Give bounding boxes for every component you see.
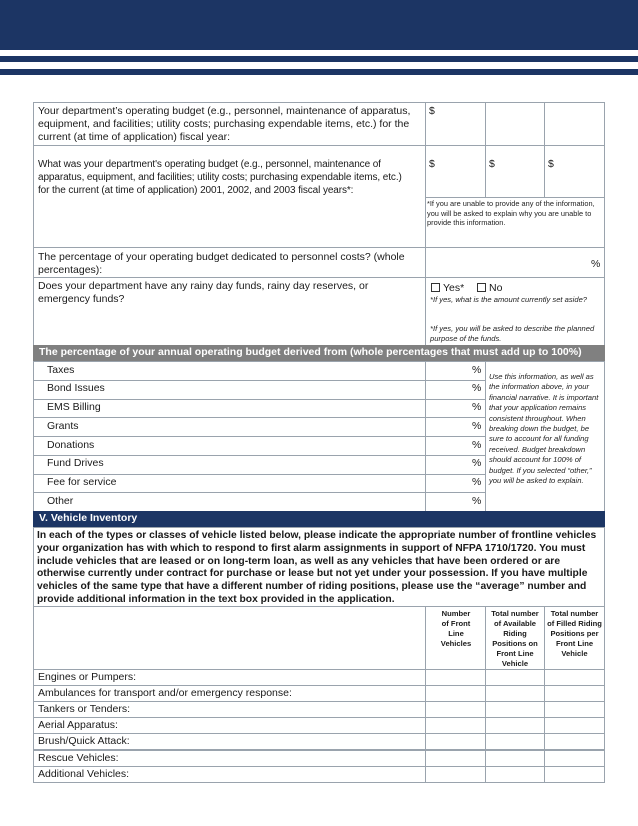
available-positions-field[interactable] bbox=[485, 669, 545, 686]
vehicle-type-label: Engines or Pumpers: bbox=[38, 671, 137, 683]
percentage-field[interactable] bbox=[425, 247, 605, 278]
currency-label: $ bbox=[489, 158, 495, 170]
budget-sources-header: The percentage of your annual operating budget derived from (whole percentages that must add up to 100%) bbox=[33, 345, 605, 362]
vehicle-type-label: Brush/Quick Attack: bbox=[38, 735, 130, 748]
filled-positions-field[interactable] bbox=[544, 750, 605, 767]
front-line-count-field[interactable] bbox=[425, 733, 486, 750]
vehicle-type-label: Rescue Vehicles: bbox=[38, 751, 119, 764]
front-line-count-field[interactable] bbox=[425, 766, 486, 783]
amount-field-2003[interactable] bbox=[544, 145, 605, 198]
vehicle-type-label: Aerial Apparatus: bbox=[38, 719, 118, 732]
operating-budget-question: Your department’s operating budget (e.g., personnel, maintenance of apparatus, equipment, and facilities; utility costs; purchasing expendable items, etc.) for the current (at time of application) fiscal year: bbox=[38, 105, 411, 143]
percent-sign: % bbox=[472, 494, 482, 507]
vehicle-type-label: Ambulances for transport and/or emergency response: bbox=[38, 687, 292, 700]
financial-narrative-note: Use this information, as well as the information above, in your financial narrative. It is important that your application remains consistent throughout. When breaking down the budget, be sure to account for all funding received. Budget breakdown should account for 100% of budget. If you selected “other,” you will be asked to explain. bbox=[489, 372, 599, 486]
percent-sign: % bbox=[472, 363, 482, 376]
filled-positions-field[interactable] bbox=[544, 733, 605, 750]
no-checkbox[interactable] bbox=[477, 283, 486, 292]
reserve-amount-note: *If yes, what is the amount currently set aside? bbox=[430, 295, 588, 304]
funding-source-row bbox=[33, 417, 426, 437]
available-positions-field[interactable] bbox=[485, 685, 545, 702]
header-stripe bbox=[0, 69, 638, 75]
filled-positions-field[interactable] bbox=[544, 685, 605, 702]
vehicle-type-label: Additional Vehicles: bbox=[38, 767, 130, 780]
yes-checkbox[interactable] bbox=[431, 283, 440, 292]
available-positions-field[interactable] bbox=[485, 717, 545, 734]
funding-source-row bbox=[33, 361, 426, 381]
funding-source-label: Fee for service bbox=[47, 476, 117, 488]
front-line-vehicles-header: Number of Front Line Vehicles bbox=[440, 609, 472, 648]
header-band bbox=[0, 0, 638, 50]
amount-field[interactable] bbox=[485, 102, 545, 146]
rainy-day-funds-question: Does your department have any rainy day funds, rainy day reserves, or emergency funds? bbox=[38, 280, 369, 305]
percent-sign: % bbox=[472, 401, 482, 413]
yes-option[interactable] bbox=[431, 282, 464, 295]
vehicle-instructions: In each of the types or classes of vehicle listed below, please indicate the appropriate number of frontline vehicles your organization has with which to respond to first alarm assignments in support of NFPA 1710/1720. You must include vehicles that are leased or on long-term loan, as well as any vehicles that have been ordered or are otherwise currently under contract for purchase or lease but not yet under your possession. If you have multiple vehicles of the same type that have a different number of riding positions, please use the “average” number and provide additional information in the text box provided in the application. bbox=[37, 530, 597, 605]
past-budget-question: What was your department's operating budget (e.g., personnel, maintenance of apparatus, equipment, and facilities; utility costs; purchasing expendable items, etc.) for the current (at time of application) 2001, 2002, and 2003 fiscal years*: bbox=[38, 159, 402, 196]
front-line-count-field[interactable] bbox=[425, 701, 486, 718]
funding-source-label: EMS Billing bbox=[47, 401, 101, 413]
currency-label: $ bbox=[429, 158, 435, 170]
front-line-count-field[interactable] bbox=[425, 750, 486, 767]
reserve-purpose-note: *If yes, you will be asked to describe the planned purpose of the funds. bbox=[430, 324, 595, 343]
explanation-note: *If you are unable to provide any of the information, you will be asked to explain why you are unable to provide this information. bbox=[427, 199, 595, 228]
filled-positions-field[interactable] bbox=[544, 701, 605, 718]
filled-riding-positions-header: Total number of Filled Riding Positions per Front Line Vehicle bbox=[547, 609, 602, 658]
percent-sign: % bbox=[472, 382, 482, 395]
percent-sign: % bbox=[472, 457, 482, 470]
percent-sign: % bbox=[472, 476, 482, 488]
available-positions-field[interactable] bbox=[485, 733, 545, 750]
filled-positions-field[interactable] bbox=[544, 717, 605, 734]
percent-sign: % bbox=[472, 438, 482, 451]
currency-label: $ bbox=[548, 158, 554, 170]
available-riding-positions-header: Total number of Available Riding Positions on Front Line Vehicle bbox=[491, 609, 539, 668]
front-line-count-field[interactable] bbox=[425, 685, 486, 702]
filled-positions-field[interactable] bbox=[544, 766, 605, 783]
percent-sign: % bbox=[472, 419, 482, 432]
column-header-blank bbox=[33, 606, 426, 670]
header-stripe bbox=[0, 56, 638, 62]
available-positions-field[interactable] bbox=[485, 750, 545, 767]
currency-label: $ bbox=[429, 105, 435, 117]
funding-source-label: Other bbox=[47, 494, 74, 507]
filled-positions-field[interactable] bbox=[544, 669, 605, 686]
no-label: No bbox=[489, 282, 503, 294]
funding-source-label: Fund Drives bbox=[47, 457, 104, 470]
amount-field-2002[interactable] bbox=[485, 145, 545, 198]
available-positions-field[interactable] bbox=[485, 701, 545, 718]
funding-source-label: Taxes bbox=[47, 363, 75, 376]
funding-source-label: Bond Issues bbox=[47, 382, 105, 395]
available-positions-field[interactable] bbox=[485, 766, 545, 783]
funding-source-row bbox=[33, 492, 426, 512]
funding-source-label: Donations bbox=[47, 438, 95, 451]
funding-source-label: Grants bbox=[47, 419, 79, 432]
personnel-percentage-question: The percentage of your operating budget dedicated to personnel costs? (whole percentages): bbox=[38, 251, 405, 276]
percent-sign: % bbox=[591, 258, 601, 270]
front-line-count-field[interactable] bbox=[425, 717, 486, 734]
vehicle-inventory-header: V. Vehicle Inventory bbox=[33, 511, 605, 528]
yes-label: Yes* bbox=[443, 282, 465, 294]
amount-field-2001[interactable] bbox=[425, 145, 486, 198]
no-option[interactable] bbox=[477, 282, 502, 295]
front-line-count-field[interactable] bbox=[425, 669, 486, 686]
vehicle-type-label: Tankers or Tenders: bbox=[38, 703, 131, 716]
amount-field[interactable] bbox=[544, 102, 605, 146]
